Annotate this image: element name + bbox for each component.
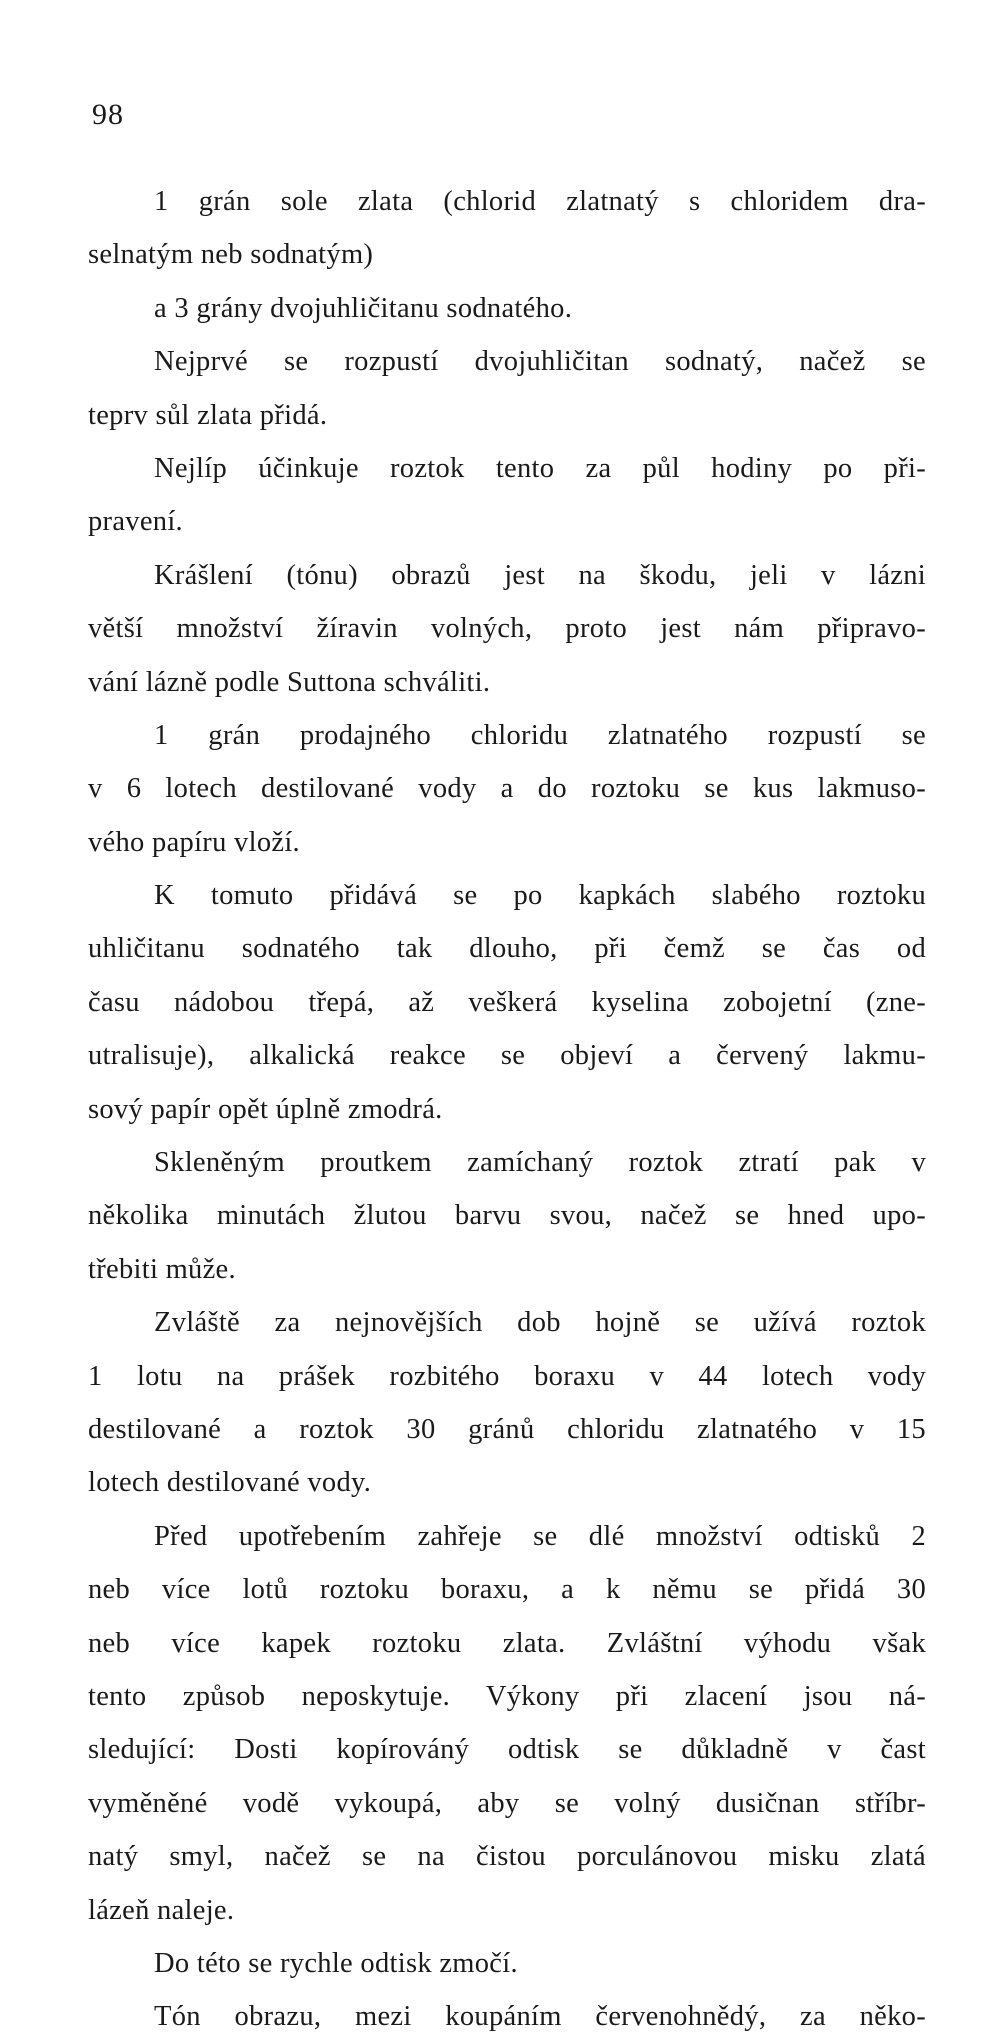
text-line: Nejlíp účinkuje roztok tento za půl hodiny po při- (154, 452, 926, 484)
text-line: destilované a roztok 30 gránů chloridu zlatnatého v 15 (88, 1413, 926, 1445)
text-line: K tomuto přidává se po kapkách slabého roztoku (154, 880, 926, 912)
text-line: sový papír opět úplně zmodrá. (88, 1093, 443, 1125)
text-line: selnatým neb sodnatým) (88, 239, 374, 271)
text-line: lotech destilované vody. (88, 1467, 372, 1499)
text-line: vého papíru vloží. (88, 826, 300, 858)
text-line: sledující: Dosti kopírováný odtisk se důkladně v čast (88, 1734, 926, 1766)
text-line: v 6 lotech destilované vody a do roztoku se kus lakmuso- (88, 773, 926, 805)
text-line: několika minutách žlutou barvu svou, načež se hned upo- (88, 1200, 926, 1232)
text-line: 1 lotu na prášek rozbitého boraxu v 44 lotech vody (88, 1360, 926, 1392)
text-line: neb více lotů roztoku boraxu, a k němu se přidá 30 (88, 1574, 926, 1606)
text-line: teprv sůl zlata přidá. (88, 399, 328, 431)
text-line: tento způsob neposkytuje. Výkony při zlacení jsou ná- (88, 1680, 926, 1712)
text-line: Před upotřebením zahřeje se dlé množství odtisků 2 (154, 1520, 926, 1552)
text-line: neb více kapek roztoku zlata. Zvláštní výhodu však (88, 1627, 926, 1659)
text-line: natý smyl, načež se na čistou porculánovou misku zlatá (88, 1841, 926, 1873)
text-line: uhličitanu sodnatého tak dlouho, při čemž se čas od (88, 933, 926, 965)
text-line: Do této se rychle odtisk zmočí. (154, 1947, 518, 1979)
text-line: Krášlení (tónu) obrazů jest na škodu, jeli v lázni (154, 559, 926, 591)
page-number: 98 (92, 98, 124, 131)
text-line: větší množství žíravin volných, proto jest nám připravo- (88, 613, 926, 645)
text-line: času nádobou třepá, až veškerá kyselina zobojetní (zne- (88, 986, 926, 1018)
text-line: pravení. (88, 506, 183, 538)
text-line: Nejprvé se rozpustí dvojuhličitan sodnatý, načež se (154, 346, 926, 378)
text-line: lázeň naleje. (88, 1894, 235, 1926)
body-text (88, 175, 926, 2044)
text-line: utralisuje), alkalická reakce se objeví a červený lakmu- (88, 1040, 926, 1072)
text-line: a 3 grány dvojuhličitanu sodnatého. (154, 292, 573, 324)
text-line: Skleněným proutkem zamíchaný roztok ztratí pak v (154, 1147, 926, 1179)
text-line: Zvláště za nejnovějších dob hojně se užívá roztok (154, 1307, 926, 1339)
text-line: vyměněné vodě vykoupá, aby se volný dusičnan stříbr- (88, 1787, 926, 1819)
text-line: 1 grán sole zlata (chlorid zlatnatý s chloridem dra- (154, 186, 926, 217)
text-line: Tón obrazu, mezi koupáním červenohnědý, za něko- (154, 2001, 926, 2033)
text-line: 1 grán prodajného chloridu zlatnatého rozpustí se (154, 719, 926, 751)
text-line: třebiti může. (88, 1253, 236, 1285)
text-line: vání lázně podle Suttona schváliti. (88, 666, 491, 698)
